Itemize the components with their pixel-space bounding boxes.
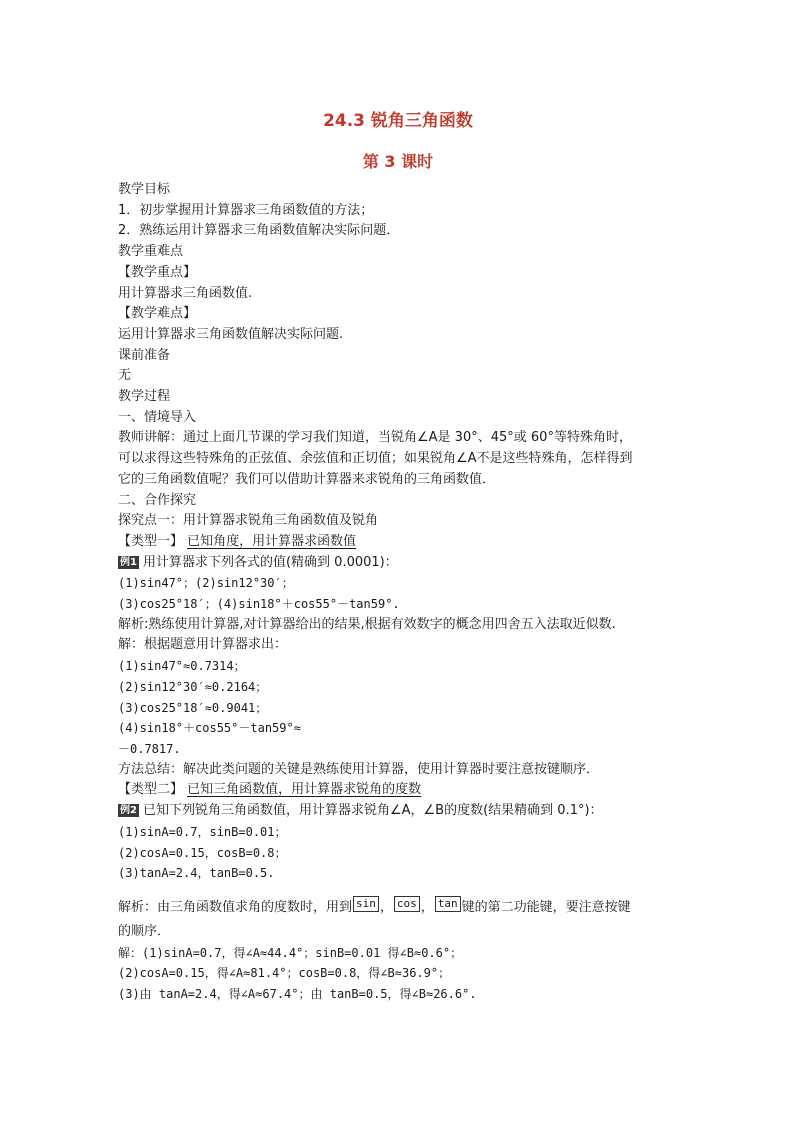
bracket-heading: 【教学难点】: [118, 306, 197, 322]
tan-key: tan: [435, 896, 461, 912]
formula-line: (2)sin12°30′≈0.2164；: [118, 679, 268, 694]
formula-line: (3)由 tanA=2.4，得∠A≈67.4°；由 tanB=0.5，得∠B≈26.6°.: [118, 987, 477, 1002]
example-line: [118, 801, 678, 822]
formula-line: (3)cos25°18′；(4)sin18°＋cos55°－tan59°.: [118, 597, 400, 612]
text-line: 2．熟练运用计算器求三角函数值解决实际问题．: [118, 223, 400, 239]
document-body: [118, 180, 678, 1005]
text-line: 可以求得这些特殊角的正弦值、余弦值和正切值；如果锐角∠A不是这些特殊角，怎样得到: [118, 451, 633, 467]
text-line: 运用计算器求三角函数值解决实际问题.: [118, 326, 344, 342]
example-text: 已知下列锐角三角函数值，用计算器求锐角∠A，∠B的度数(结果精确到 0.1°)：: [142, 803, 603, 819]
text-line: 1．初步掌握用计算器求三角函数值的方法；: [118, 202, 374, 218]
text-line: 用计算器求三角函数值.: [118, 285, 253, 301]
formula-line: 解：(1)sinA=0.7，得∠A≈44.4°；sinB=0.01 得∠B≈0.6°；: [118, 945, 463, 960]
text-line: 方法总结：解决此类问题的关键是熟练使用计算器，使用计算器时要注意按键顺序．: [118, 761, 600, 777]
section-heading: 课前准备: [118, 347, 171, 363]
text-line: 解：根据题意用计算器求出：: [118, 637, 288, 653]
type-heading: [118, 780, 678, 801]
text-line: 解析:熟练使用计算器,对计算器给出的结果,根据有效数字的概念用四舍五入法取近似数.: [118, 616, 616, 632]
subsection-heading: 二、合作探究: [118, 492, 197, 508]
example-text: 用计算器求下列各式的值(精确到 0.0001)：: [142, 554, 398, 570]
text-line: 解析：由三角函数值求角的度数时，用到 sin ， cos ， tan 键的第二功能键，要注意按键: [118, 896, 631, 915]
text-line: 探究点一：用计算器求锐角三角函数值及锐角: [118, 513, 379, 529]
formula-line: (2)cosA=0.15，得∠A≈81.4°；cosB=0.8，得∠B≈36.9°；: [118, 966, 451, 981]
example-badge: 例2: [120, 805, 137, 817]
type-title: 已知三角函数值，用计算器求锐角的度数: [187, 782, 422, 798]
formula-line: (1)sin47°；(2)sin12°30′；: [118, 576, 294, 591]
text-fragment: 解析：由三角函数值求角的度数时，用到: [118, 899, 353, 915]
text-line: 它的三角函数值呢？我们可以借助计算器来求锐角的三角函数值．: [118, 471, 496, 487]
formula-line: －0.7817.: [118, 741, 181, 756]
example-line: [118, 553, 678, 574]
section-heading: 教学过程: [118, 389, 171, 405]
spacer: [118, 884, 678, 894]
example-badge: 例1: [120, 556, 137, 568]
bracket-heading: 【教学重点】: [118, 264, 197, 280]
formula-line: (2)cosA=0.15，cosB=0.8；: [118, 845, 287, 860]
type-tag: 【类型一】: [118, 533, 184, 549]
type-title: 已知角度，用计算器求函数值: [187, 533, 357, 549]
text-line: 的顺序．: [118, 923, 171, 939]
lesson-subtitle: 第 3 课时: [362, 152, 434, 171]
document-title: 24.3 锐角三角函数: [323, 111, 473, 131]
formula-line: (4)sin18°＋cos55°－tan59°≈: [118, 721, 301, 736]
text-fragment: 键的第二功能键，要注意按键: [461, 899, 631, 915]
cos-key: cos: [394, 896, 420, 912]
formula-line: (1)sinA=0.7，sinB=0.01；: [118, 824, 287, 839]
section-heading: 教学目标: [118, 182, 171, 197]
section-heading: 教学重难点: [118, 244, 184, 260]
type-tag: 【类型二】: [118, 782, 184, 798]
subsection-heading: 一、情境导入: [118, 409, 197, 425]
formula-line: (3)cos25°18′≈0.9041；: [118, 700, 268, 715]
text-line: 无: [118, 368, 132, 384]
text-line: 教师讲解：通过上面几节课的学习我们知道，当锐角∠A是 30°、45°或 60°等特殊角时，: [118, 430, 632, 446]
sin-key: sin: [353, 896, 379, 912]
formula-line: (1)sin47°≈0.7314；: [118, 659, 246, 674]
type-heading: [118, 532, 678, 553]
formula-line: (3)tanA=2.4，tanB=0.5.: [118, 866, 275, 881]
